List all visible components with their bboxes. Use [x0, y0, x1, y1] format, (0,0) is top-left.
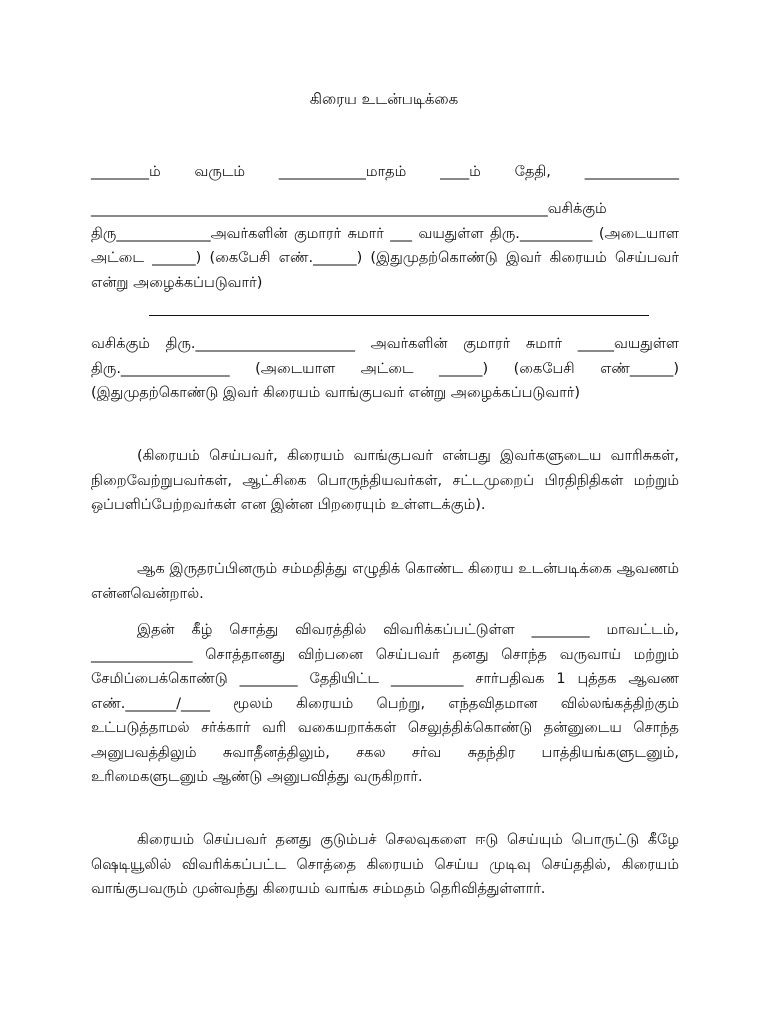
- agreement-intro-paragraph: ஆக இருதரப்பினரும் சம்மதித்து எழுதிக் கொண்ட கிரைய உடன்படிக்கை ஆவணம் என்னவென்றால்.: [91, 561, 679, 602]
- buyer-paragraph: வசிக்கும் திரு.______________________ அவர்களின் குமாரர் சுமார் _____வயதுள்ள திரு._______________ (அடையாள அட்டை ______) (கைபேசி எண்______) (இதுமுதற்கொண்டு இவர் கிரையம் வாங்குபவர் என்று அழைக்கப்படுவார்): [91, 336, 679, 401]
- seller-paragraph: _______________________________________________________________வசிக்கும் திரு_____________அவர்களின் குமாரர் சுமார் ___ வயதுள்ள திரு.__________ (அடையாள அட்டை ______) (கைபேசி எண்.______) (இதுமுதற்கொண்டு இவர் கிரையம் செய்பவர் என்று அழைக்கப்படுவார்): [91, 201, 679, 291]
- document-title: கிரைய உடன்படிக்கை: [309, 90, 459, 108]
- property-paragraph: இதன் கீழ் சொத்து விவரத்தில் விவரிக்கப்பட்டுள்ள ________ மாவட்டம், ______________ சொத்தானது விற்பனை செய்பவர் தனது சொந்த வருவாய் மற்றும் சேமிப்பைக்கொண்டு ________ தேதியிட்ட __________ சார்பதிவக 1 புத்தக ஆவண எண்._______/____ மூலம் கிரையம் பெற்று, எந்தவிதமான வில்லங்கத்திற்கும் உட்படுத்தாமல் சர்க்கார் வரி வகையறாக்கள் செலுத்திக்கொண்டு தன்னுடைய சொந்த அனுபவத்திலும் சுவாதீனத்திலும், சகல சர்வ சுதந்திர பாத்தியங்களுடனும், உரிமைகளுடனும் ஆண்டு அனுபவித்து வருகிறார்.: [91, 622, 679, 785]
- date-line: ________ம் வருடம் ____________மாதம் ____ம் தேதி, _____________: [91, 164, 679, 180]
- definition-paragraph: (கிரையம் செய்பவர், கிரையம் வாங்குபவர் என்பது இவர்களுடைய வாரிசுகள், நிறைவேற்றுபவர்கள், ஆட்சிகை பொருந்தியவர்கள், சட்டமுறைப் பிரதிநிதிகள் மற்றும் ஒப்பளிப்பேற்றவர்கள் என இன்ன பிறரையும் உள்ளடக்கும்).: [91, 448, 679, 513]
- separator-line: [149, 315, 649, 316]
- sale-reason-paragraph: கிரையம் செய்பவர் தனது குடும்பச் செலவுகளை ஈடு செய்யும் பொருட்டு கீழே ஷெடியூலில் விவரிக்கப்பட்ட சொத்தை கிரையம் செய்ய முடிவு செய்ததில், கிரையம் வாங்குபவரும் முன்வந்து கிரையம் வாங்க சம்மதம் தெரிவித்துள்ளார்.: [91, 832, 679, 897]
